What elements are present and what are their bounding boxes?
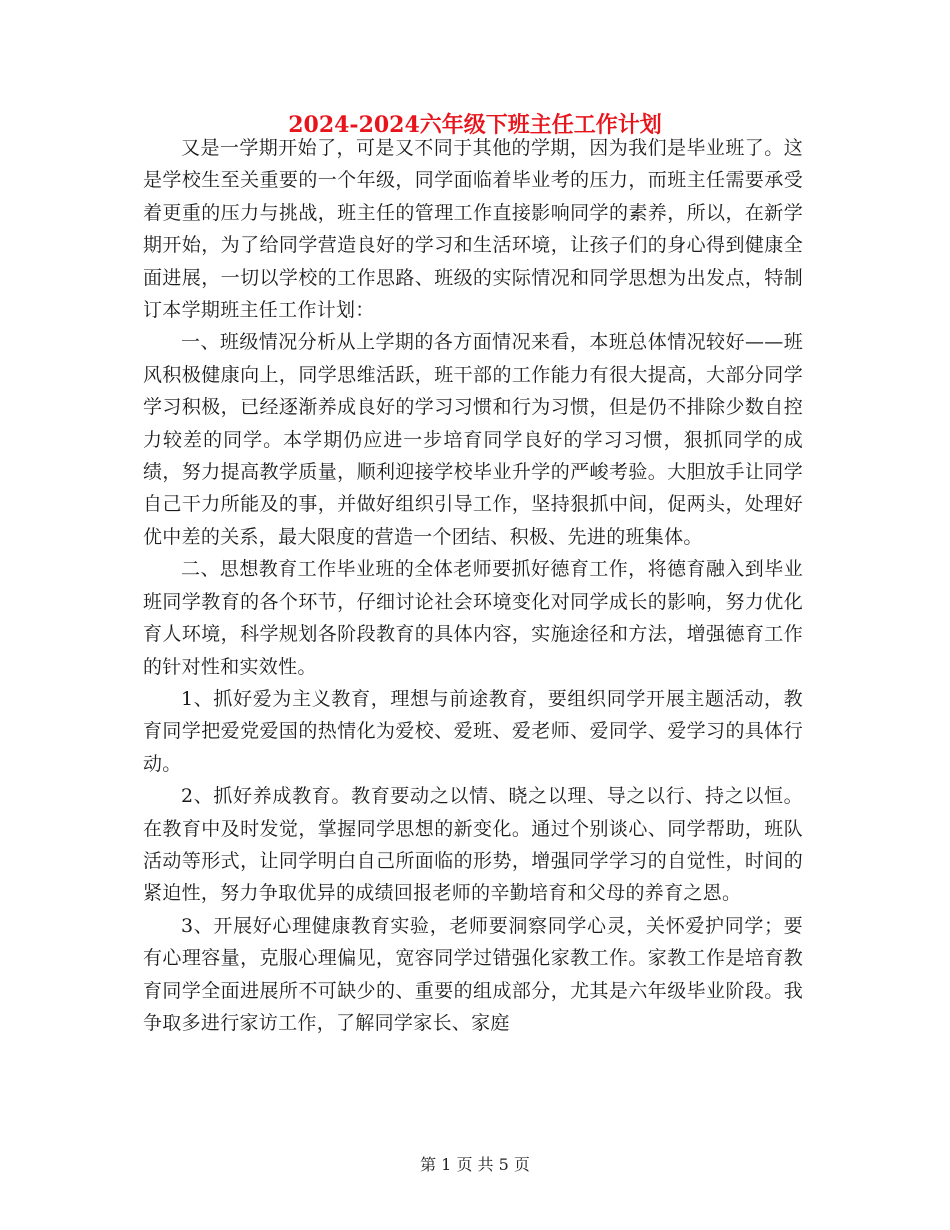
- document-body: [143, 132, 803, 1039]
- paragraph-ideological-education: 二、思想教育工作毕业班的全体老师要抓好德育工作，将德育融入到毕业班同学教育的各个环节，仔细讨论社会环境变化对同学成长的影响，努力优化育人环境，科学规划各阶段教育的具体内容，实施途径和方法，增强德育工作的针对性和实效性。: [143, 558, 803, 678]
- paragraph-class-analysis: 一、班级情况分析从上学期的各方面情况来看，本班总体情况较好——班风积极健康向上，同学思维活跃，班干部的工作能力有很大提高，大部分同学学习积极，已经逐渐养成良好的学习习惯和行为习惯，但是仍不排除少数自控力较差的同学。本学期仍应进一步培育同学良好的学习习惯，狠抓同学的成绩，努力提高教学质量，顺利迎接学校毕业升学的严峻考验。大胆放手让同学自己干力所能及的事，并做好组织引导工作，坚持狠抓中间，促两头，处理好优中差的关系，最大限度的营造一个团结、积极、先进的班集体。: [143, 331, 803, 548]
- document-title: 2024-2024六年级下班主任工作计划: [288, 112, 662, 138]
- paragraph-item-2: 2、抓好养成教育。教育要动之以情、晓之以理、导之以行、持之以恒。在教育中及时发觉，掌握同学思想的新变化。通过个别谈心、同学帮助，班队活动等形式，让同学明白自己所面临的形势，增强同学学习的自觉性，时间的紧迫性，努力争取优异的成绩回报老师的辛勤培育和父母的养育之恩。: [143, 785, 803, 905]
- paragraph-item-1: 1、抓好爱为主义教育，理想与前途教育，要组织同学开展主题活动，教育同学把爱党爱国的热情化为爱校、爱班、爱老师、爱同学、爱学习的具体行动。: [143, 687, 803, 775]
- paragraph-intro: 又是一学期开始了，可是又不同于其他的学期，因为我们是毕业班了。这是学校生至关重要的一个年级，同学面临着毕业考的压力，而班主任需要承受着更重的压力与挑战，班主任的管理工作直接影响同学的素养，所以，在新学期开始，为了给同学营造良好的学习和生活环境，让孩子们的身心得到健康全面进展，一切以学校的工作思路、班级的实际情况和同学思想为出发点，特制订本学期班主任工作计划：: [143, 137, 803, 322]
- paragraph-item-3: 3、开展好心理健康教育实验，老师要洞察同学心灵，关怀爱护同学；要有心理容量，克服心理偏见，宽容同学过错强化家教工作。家教工作是培育教育同学全面进展所不可缺少的、重要的组成部分，尤其是六年级毕业阶段。我争取多进行家访工作，了解同学家长、家庭: [143, 914, 803, 1034]
- page-footer: 第 1 页 共 5 页: [420, 1155, 530, 1174]
